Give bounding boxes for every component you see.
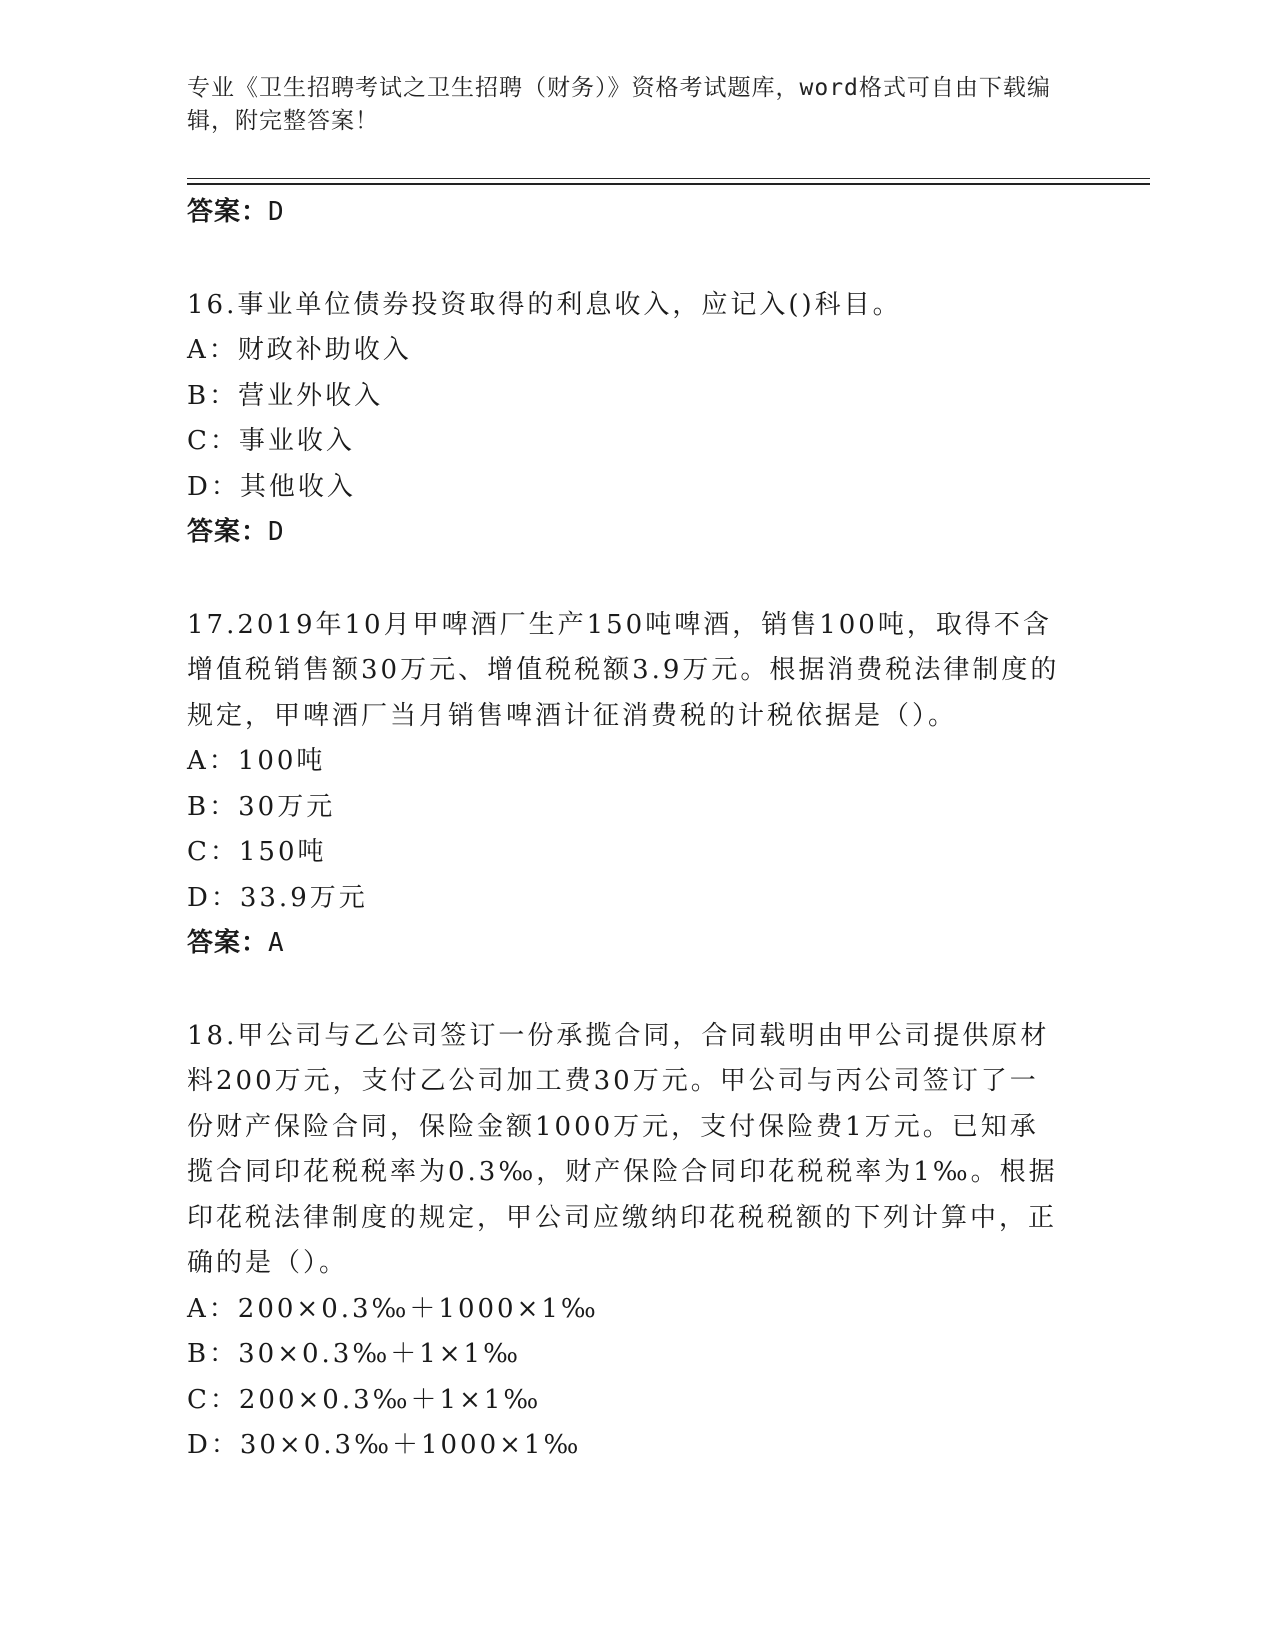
option-b: B：30×0.3‰＋1×1‰ <box>187 1339 521 1369</box>
header-rule-thin <box>187 178 1150 179</box>
answer-value: D <box>268 517 285 547</box>
answer-line: 答案：A <box>187 928 285 958</box>
question-stem: 18.甲公司与乙公司签订一份承揽合同，合同载明由甲公司提供原材料200万元，支付乙公司加工费30万元。甲公司与丙公司签订了一份财产保险合同，保险金额1000万元，支付保险费1万元。已知承揽合同印花税税率为0.3‰，财产保险合同印花税税率为1‰。根据印花税法律制度的规定，甲公司应缴纳印花税税额的下列计算中，正确的是（）。 <box>187 1020 1058 1278</box>
question-17 <box>187 603 1067 967</box>
question-16 <box>187 283 1067 556</box>
question-content <box>187 190 1067 1469</box>
answer-line: 答案：D <box>187 517 285 547</box>
answer-value: D <box>268 197 285 227</box>
question-stem: 17.2019年10月甲啤酒厂生产150吨啤酒，销售100吨，取得不含增值税销售额30万元、增值税税额3.9万元。根据消费税法律制度的规定，甲啤酒厂当月销售啤酒计征消费税的计税依据是（）。 <box>187 609 1060 731</box>
question-stem: 16.事业单位债券投资取得的利息收入，应记入()科目。 <box>187 289 902 320</box>
question-18 <box>187 1014 1067 1469</box>
option-b: B：营业外收入 <box>187 380 384 411</box>
option-d: D：33.9万元 <box>187 882 368 913</box>
answer-line: 答案：D <box>187 197 285 227</box>
option-c: C：事业收入 <box>187 426 355 456</box>
option-a: A：200×0.3‰＋1000×1‰ <box>187 1293 599 1324</box>
option-b: B：30万元 <box>187 791 336 822</box>
option-a: A：财政补助收入 <box>187 335 412 365</box>
option-d: D：30×0.3‰＋1000×1‰ <box>187 1430 582 1460</box>
option-c: C：150吨 <box>187 837 327 867</box>
page-header: 专业《卫生招聘考试之卫生招聘（财务）》资格考试题库，word格式可自由下载编辑，附完整答案！ <box>187 75 1051 134</box>
option-d: D：其他收入 <box>187 471 356 502</box>
header-rule-thick <box>187 183 1150 185</box>
answer-value: A <box>268 928 285 958</box>
option-c: C：200×0.3‰＋1×1‰ <box>187 1384 542 1415</box>
option-a: A：100吨 <box>187 746 326 776</box>
